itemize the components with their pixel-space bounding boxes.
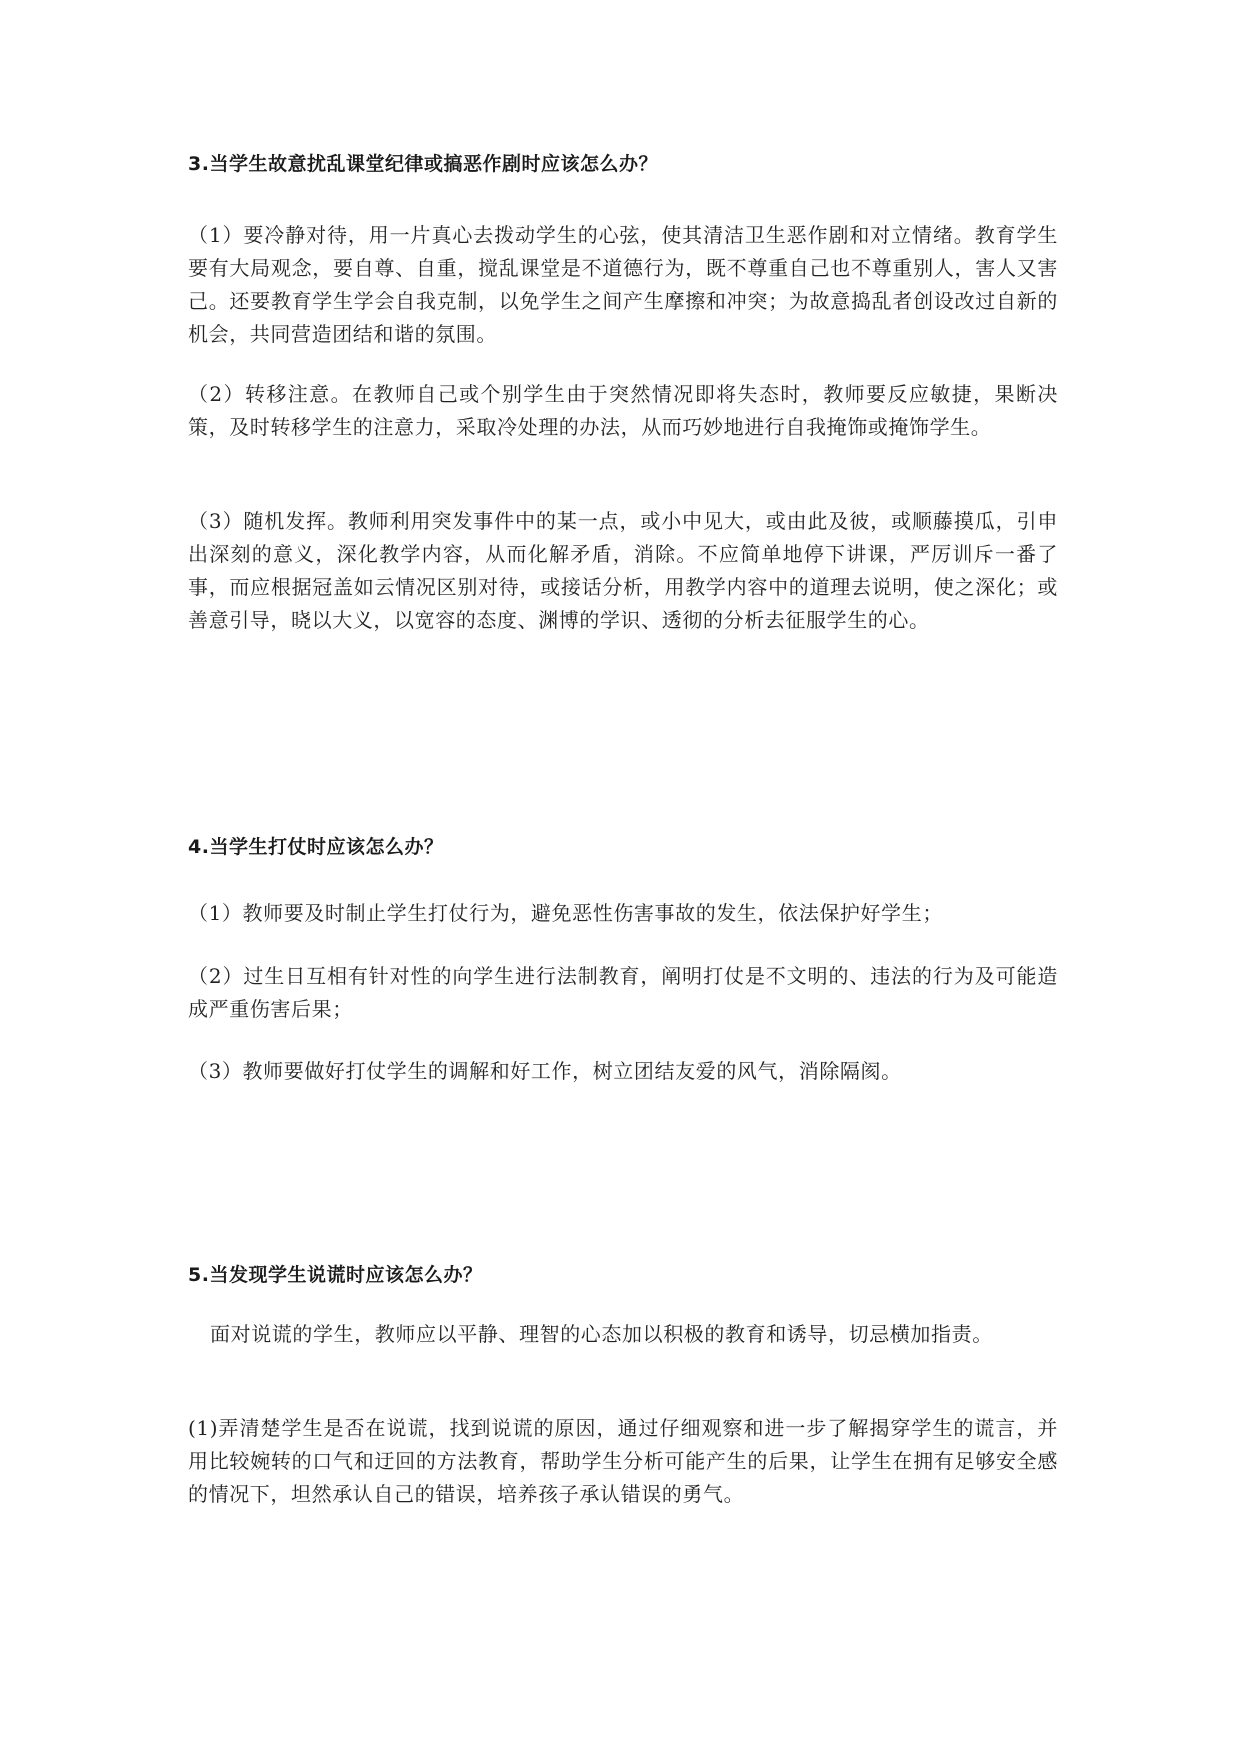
section-5-heading: 5.当发现学生说谎时应该怎么办？ — [188, 1264, 483, 1286]
section-4-paragraph-1: （1）教师要及时制止学生打仗行为，避免恶性伤害事故的发生，依法保护好学生； — [188, 901, 943, 925]
section-4-heading: 4.当学生打仗时应该怎么办？ — [188, 836, 444, 858]
section-4-paragraph-3: （3）教师要做好打仗学生的调解和好工作，树立团结友爱的风气，消除隔阂。 — [188, 1059, 902, 1083]
section-4-paragraph-2: （2）过生日互相有针对性的向学生进行法制教育，阐明打仗是不文明的、违法的行为及可能造成严重伤害后果； — [188, 964, 1058, 1021]
section-3-heading: 3.当学生故意扰乱课堂纪律或搞恶作剧时应该怎么办？ — [188, 153, 658, 175]
section-3-paragraph-3: （3）随机发挥。教师利用突发事件中的某一点，或小中见大，或由此及彼，或顺藤摸瓜，引申出深刻的意义，深化教学内容，从而化解矛盾，消除。不应简单地停下讲课，严厉训斥一番了事，而应根据冠盖如云情况区别对待，或接话分析，用教学内容中的道理去说明，使之深化；或善意引导，晓以大义，以宽容的态度、渊博的学识、透彻的分析去征服学生的心。 — [188, 509, 1058, 632]
section-5-paragraph-1: (1)弄清楚学生是否在说谎，找到说谎的原因，通过仔细观察和进一步了解揭穿学生的谎言，并用比较婉转的口气和迂回的方法教育，帮助学生分析可能产生的后果，让学生在拥有足够安全感的情况下，坦然承认自己的错误，培养孩子承认错误的勇气。 — [188, 1416, 1058, 1506]
section-5-intro: 面对说谎的学生，教师应以平静、理智的心态加以积极的教育和诱导，切忌横加指责。 — [210, 1322, 993, 1346]
section-3-paragraph-2: （2）转移注意。在教师自己或个别学生由于突然情况即将失态时，教师要反应敏捷，果断决策，及时转移学生的注意力，采取冷处理的办法，从而巧妙地进行自我掩饰或掩饰学生。 — [188, 382, 1058, 439]
section-3-paragraph-1: （1）要冷静对待，用一片真心去拨动学生的心弦，使其清洁卫生恶作剧和对立情绪。教育学生要有大局观念，要自尊、自重，搅乱课堂是不道德行为，既不尊重自己也不尊重别人，害人又害己。还要教育学生学会自我克制，以免学生之间产生摩擦和冲突；为故意捣乱者创设改过自新的机会，共同营造团结和谐的氛围。 — [188, 223, 1058, 346]
